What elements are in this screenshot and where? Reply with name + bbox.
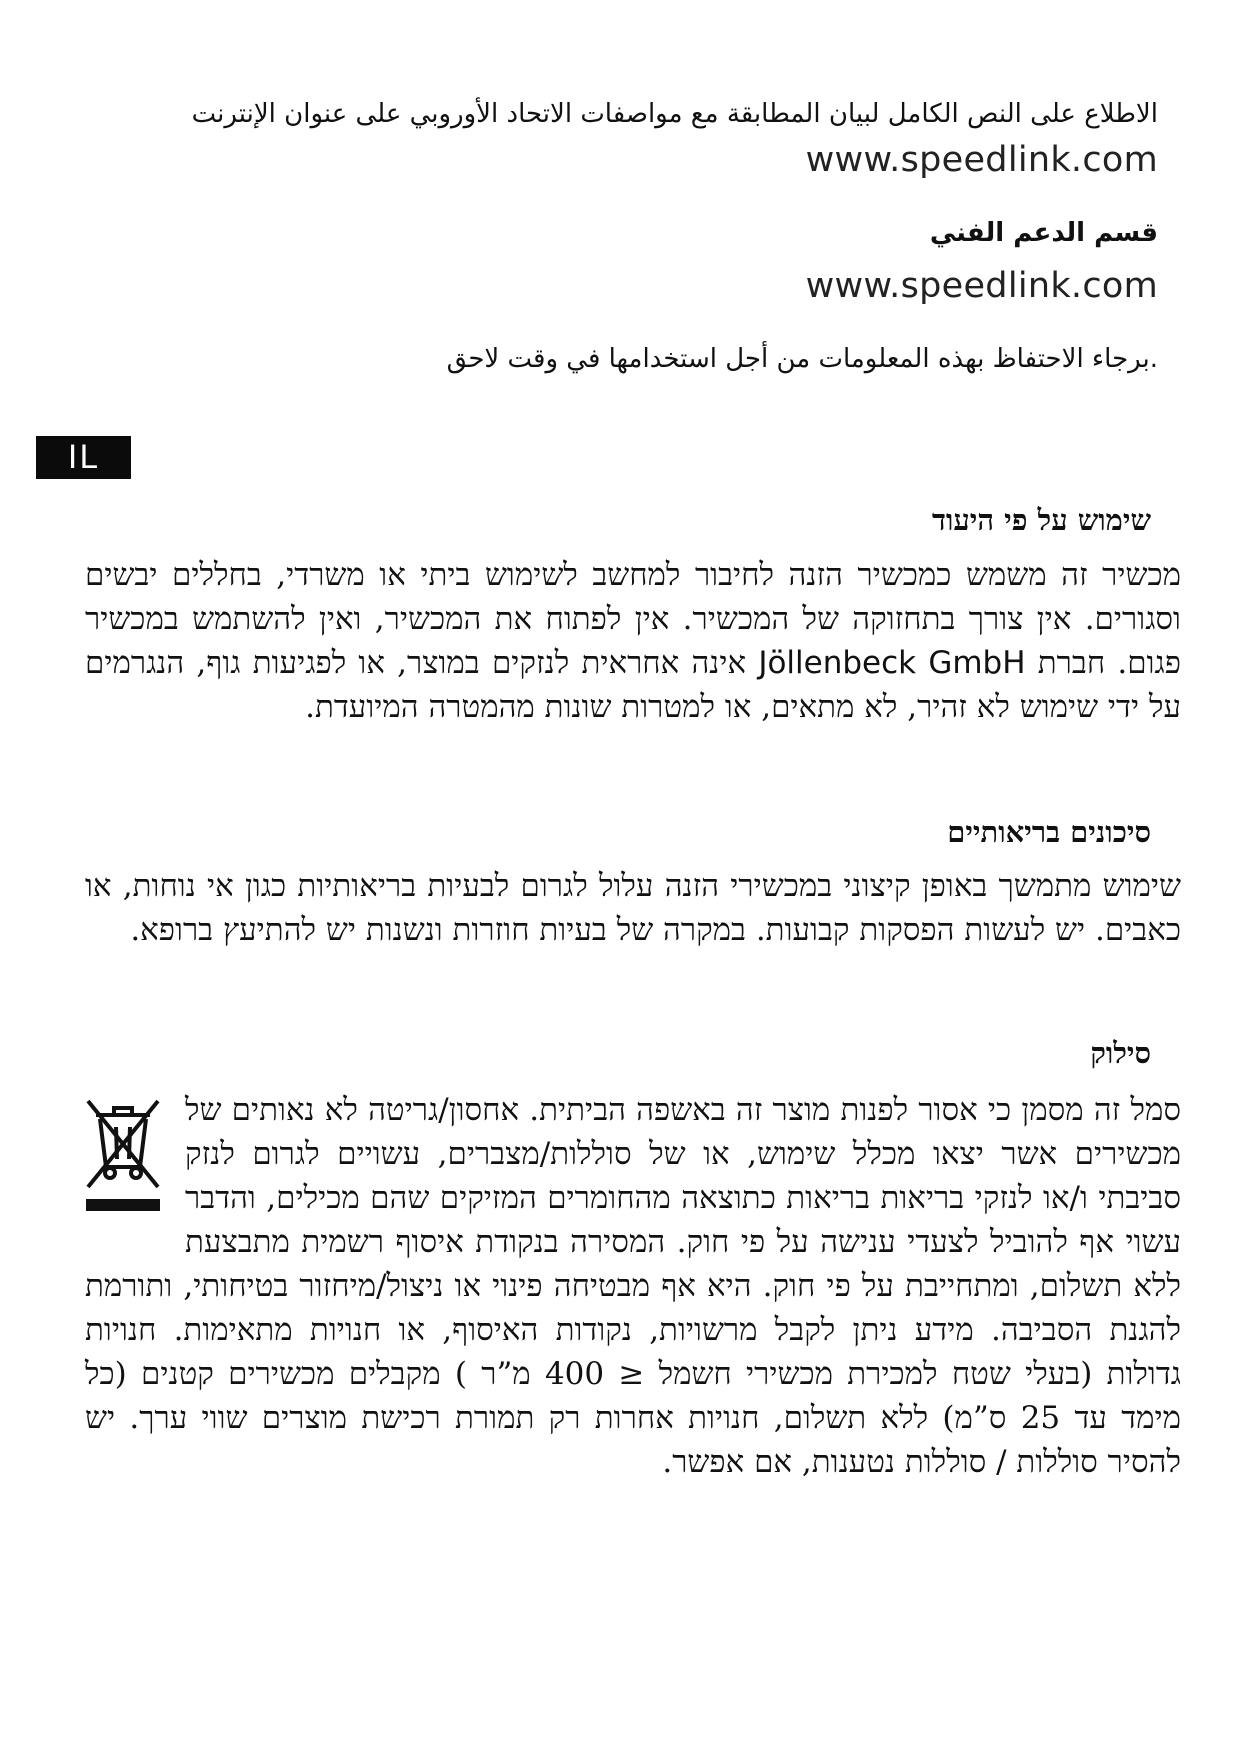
intended-use-text-post: אינה אחראית לנזקים במוצר, או לפגיעות גוף, הנגרמים על ידי שימוש לא זהיר, לא מתאים, או למטרות שונות מהמטרה המיועדת. [85, 645, 1181, 725]
website-url-support[interactable]: www.speedlink.com [805, 266, 1158, 306]
disposal-paragraph [85, 1088, 1181, 1484]
language-badge: IL [36, 436, 131, 479]
health-risks-heading: סיכונים בריאותיים [947, 815, 1151, 849]
arabic-keep-information: .برجاء الاحتفاظ بهذه المعلومات من أجل استخدامها في وقت لاحق [446, 344, 1158, 374]
arabic-support-title: قسم الدعم الفني [929, 218, 1158, 248]
disposal-heading: סילוק [1090, 1036, 1151, 1070]
arabic-eu-declaration: الاطلاع على النص الكامل لبيان المطابقة مع مواصفات الاتحاد الأوروبي على عنوان الإنترنت [191, 99, 1158, 129]
disposal-text: סמל זה מסמן כי אסור לפנות מוצר זה באשפה הביתית. אחסון/גריטה לא נאותים של מכשירים אשר יצאו מכלל שימוש, או של סוללות/מצברים, עשויים לגרום לנזק סביבתי ו/או לנזקי בריאות בריאות כתוצאה מהחומרים המזיקים שהם מכילים, והדבר עשוי אף להוביל לצעדי ענישה על פי חוק. המסירה בנקודת איסוף רשמית מתבצעת ללא תשלום, ומתחייבת על פי חוק. היא אף מבטיחה פינוי או ניצול/מיחזור בטיחותי, ותורמת להגנת הסביבה. מידע ניתן לקבל מרשויות, נקודות האיסוף, או חנויות מתאימות. חנויות גדולות (בעלי שטח למכירת מכשירי חשמל ≤ 400 מ”ר ) מקבלים מכשירים קטנים (כל מימד עד 25 ס”מ) ללא תשלום, חנויות אחרות רק תמורת רכישת מוצרים שווי ערך. יש להסיר סוללות / סוללות נטענות, אם אפשר. [85, 1092, 1181, 1480]
website-url-declaration[interactable]: www.speedlink.com [805, 140, 1158, 180]
intended-use-heading: שימוש על פי היעוד [932, 503, 1151, 537]
company-name: Jöllenbeck GmbH [758, 645, 1026, 681]
intended-use-text-pre: מכשיר זה משמש כמכשיר הזנה לחיבור למחשב לשימוש ביתי או משרדי, בחללים יבשים וסגורים. אין צורך בתחזוקה של המכשיר. אין לפתוח את המכשיר, ואין להשתמש במכשיר פגום. חברת [85, 557, 1182, 681]
intended-use-paragraph [85, 553, 1181, 729]
crossed-out-wheelie-bin-icon [82, 1095, 164, 1215]
health-risks-paragraph: שימוש מתמשך באופן קיצוני במכשירי הזנה עלול לגרום לבעיות בריאותיות כגון אי נוחות, או כאבים. יש לעשות הפסקות קבועות. במקרה של בעיות חוזרות ונשנות יש להתיעץ ברופא. [85, 868, 1181, 948]
